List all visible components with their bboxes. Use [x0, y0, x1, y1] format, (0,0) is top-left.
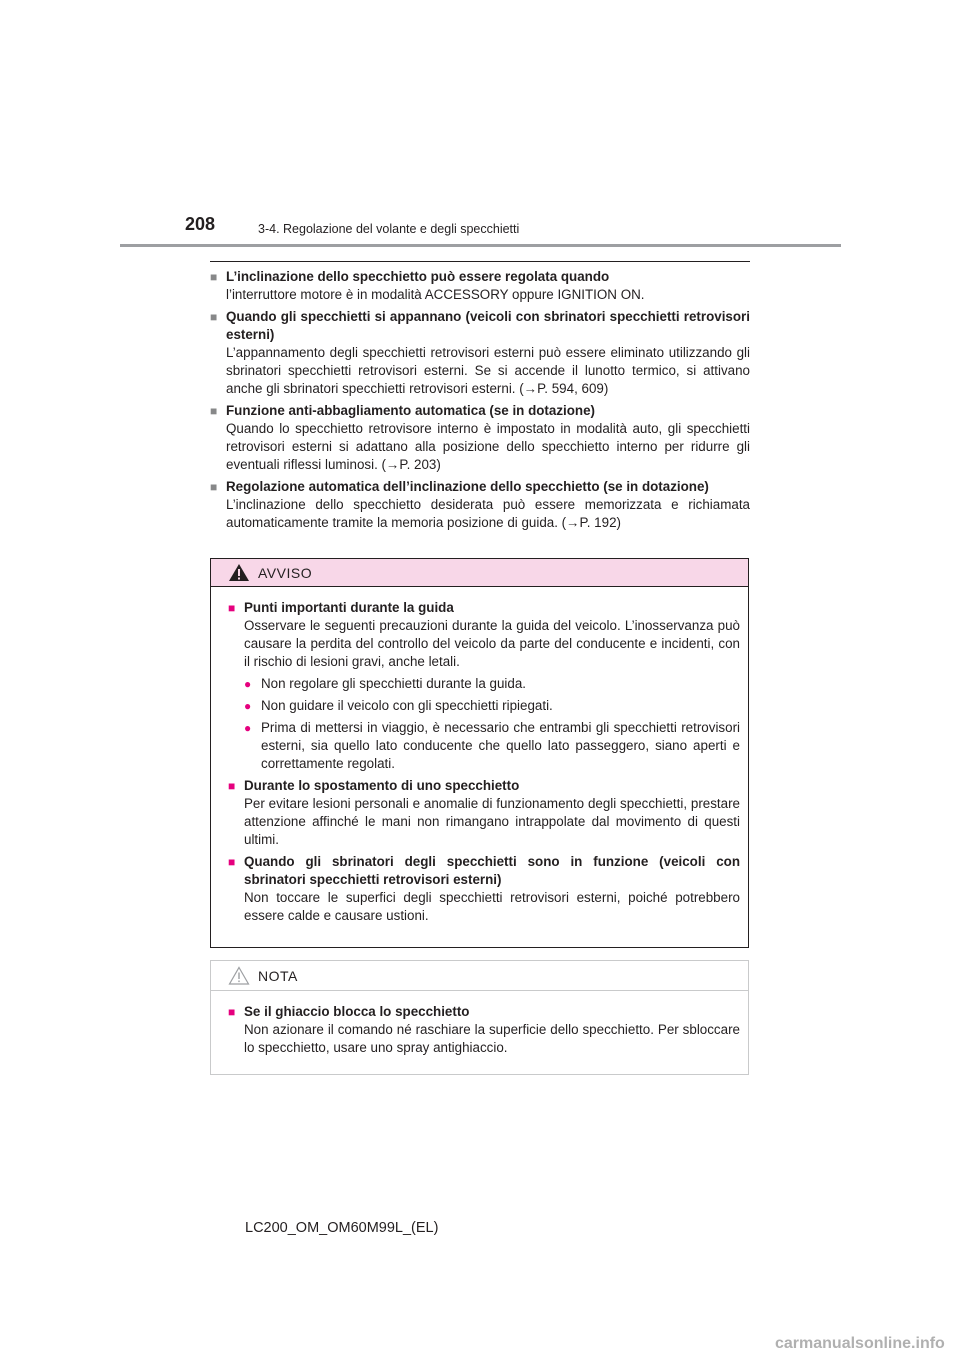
info-item-body: l’interruttore motore è in modalità ACCESSORY oppure IGNITION ON. — [226, 287, 645, 302]
warning-section — [228, 599, 740, 773]
circle-bullet-icon: ● — [244, 677, 252, 691]
warning-bullet — [228, 675, 740, 693]
square-bullet-icon: ■ — [228, 855, 236, 869]
info-item-title: L’inclinazione dello specchietto può essere regolata quando — [226, 269, 610, 284]
page-number: 208 — [185, 214, 216, 234]
info-item-body: L’inclinazione dello specchietto desiderata può essere memorizzata e richiamata automaticamente tramite la memoria posizione di guida. (→P. 192) — [226, 497, 750, 530]
bullet-text: Non guidare il veicolo con gli specchietti ripiegati. — [261, 698, 553, 713]
warning-section-title: Punti importanti durante la guida — [244, 600, 454, 615]
info-item-body: L’appannamento degli specchietti retrovisori esterni può essere eliminato utilizzando gli sbrinatori specchietti retrovisori esterni. Se si accende il lunotto termico, si attivano anche gli sbrinatori specchietti retrovisori esterni. (→P. 594, 609) — [226, 345, 750, 396]
warning-box-header — [211, 559, 748, 587]
info-item-title: Regolazione automatica dell’inclinazione dello specchietto (se in dotazione) — [226, 479, 709, 494]
square-bullet-icon: ■ — [228, 1005, 236, 1019]
note-box-header — [211, 961, 748, 991]
warning-section — [228, 853, 740, 925]
info-item-body: Quando lo specchietto retrovisore interno è impostato in modalità auto, gli specchietti retrovisori esterni si adattano alla posizione dello specchietto interno per ridurre gli eventuali riflessi luminosi. (→P. 203) — [226, 421, 750, 472]
top-rule — [210, 261, 750, 262]
warning-section-body: Osservare le seguenti precauzioni durante la guida del veicolo. L’inosservanza può causare la perdita del controllo del veicolo da parte del conducente e incidenti, con il rischio di lesioni gravi, anche letali. — [244, 618, 740, 669]
caution-triangle-icon — [228, 966, 250, 985]
section-title: 3-4. Regolazione del volante e degli specchietti — [258, 222, 520, 236]
warning-bullet — [228, 719, 740, 773]
info-item-title: Quando gli specchietti si appannano (veicoli con sbrinatori specchietti retrovisori esterni) — [226, 309, 750, 342]
square-bullet-icon: ■ — [228, 779, 236, 793]
square-bullet-icon: ■ — [228, 601, 236, 615]
info-item — [210, 268, 750, 304]
warning-box — [210, 558, 749, 948]
square-bullet-icon: ■ — [210, 480, 218, 494]
note-section-body: Non azionare il comando né raschiare la superficie dello specchietto. Per sbloccare lo specchietto, usare uno spray antighiaccio. — [244, 1022, 740, 1055]
watermark: carmanualsonline.info — [775, 1335, 945, 1352]
bullet-text: Non regolare gli specchietti durante la guida. — [261, 676, 527, 691]
note-section-title: Se il ghiaccio blocca lo specchietto — [244, 1004, 470, 1019]
circle-bullet-icon: ● — [244, 721, 252, 735]
note-label: NOTA — [258, 967, 298, 984]
info-item — [210, 402, 750, 474]
circle-bullet-icon: ● — [244, 699, 252, 713]
info-item — [210, 308, 750, 398]
bullet-text: Prima di mettersi in viaggio, è necessario che entrambi gli specchietti retrovisori esterni, sia quello lato conducente che quello lato passeggero, siano aperti e correttamente regolati. — [261, 720, 740, 771]
info-item-title: Funzione anti-abbagliamento automatica (se in dotazione) — [226, 403, 596, 418]
warning-bullet — [228, 697, 740, 715]
warning-section-body: Per evitare lesioni personali e anomalie di funzionamento degli specchietti, prestare attenzione affinché le mani non rimangano intrappolate dal movimento di questi ultimi. — [244, 796, 740, 847]
square-bullet-icon: ■ — [210, 270, 218, 284]
square-bullet-icon: ■ — [210, 404, 218, 418]
warning-section-title: Durante lo spostamento di uno specchietto — [244, 778, 520, 793]
info-items — [210, 268, 750, 536]
info-item — [210, 478, 750, 532]
warning-triangle-icon — [228, 563, 250, 582]
note-box — [210, 960, 749, 1075]
document-code: LC200_OM_OM60M99L_(EL) — [245, 1220, 439, 1236]
note-section — [228, 1003, 740, 1057]
warning-section-title: Quando gli sbrinatori degli specchietti sono in funzione (veicoli con sbrinatori specchietti retrovisori esterni) — [244, 854, 740, 887]
square-bullet-icon: ■ — [210, 310, 218, 324]
header-rule — [120, 244, 841, 247]
warning-section — [228, 777, 740, 849]
warning-label: AVVISO — [258, 564, 313, 581]
warning-section-body: Non toccare le superfici degli specchietti retrovisori esterni, poiché potrebbero essere calde e causare ustioni. — [244, 890, 740, 923]
